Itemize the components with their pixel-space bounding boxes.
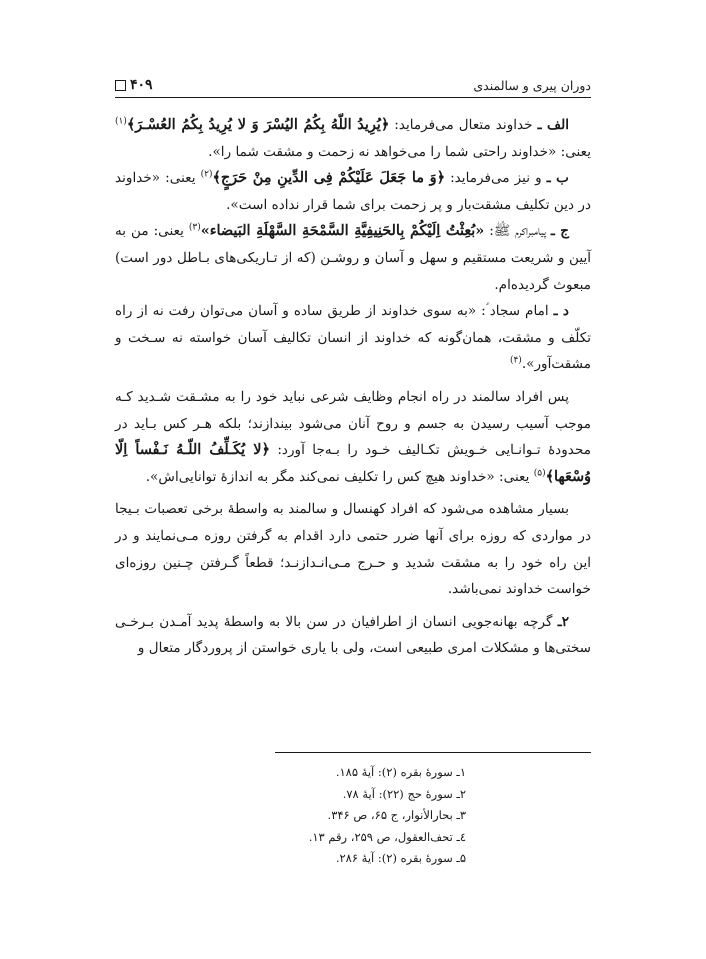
footnote: ۱ـ سورهٔ بقره (۲): آیهٔ ۱۸۵. [335,765,466,779]
page-number: ۴۰۹ [130,77,153,93]
paragraph-alef [115,112,591,165]
paragraph-fasting [115,496,591,602]
paragraph-jim [115,218,591,298]
footnote-rule [275,752,591,753]
paragraph-text: یعنی: «خداوند در دین تکلیف مشقت‌بار و پر زحمت برای شما قرار نداده است». [115,170,591,213]
quran-verse: ﴿لا یُکَـلِّفُ اللّـهُ نَـفْساً اِلّا وُسْعَها﴾ [115,441,591,485]
hadith-quote: «بُعِثْتُ اِلَیْکُمْ بِالحَنِیفِیَّةِ السَّمْحَةِ السَّهْلَةِ البَیضاء» [200,222,485,240]
footnote: ۳ـ بحارالأنوار، ج ۶۵، ص ۳۴۶. [327,808,466,823]
paragraph-text: گرچه بهانه‌جویی انسان از اطرافیان در سن بالا به واسطهٔ پدید آمـدن بـرخـی سختی‌ها و مشکلات امری طبیعی است، ولی با یاری خواستن از پروردگار متعال و [115,613,591,657]
paragraph-text: یعنی: «خداوند هیچ کس را تکلیف نمی‌کند مگر به اندازهٔ توانایی‌اش». [145,468,534,485]
running-title: دوران پیری و سالمندی [473,77,591,93]
header-rule [115,97,591,98]
paragraph-lead: د ـ [553,303,569,320]
paragraph-text: پس افراد سالمند در راه انجام وظایف شرعی نباید خود را به مشـقت شـدید کـه موجب آسیب رسیدن به جسم و روح آنان می‌شود بیندازند؛ بلکه هـر کس بـاید در محدودهٔ تـوانـایی خـویش تکـالیف خـود را بـه‌جا آورد: [115,388,591,459]
footnote-ref: (۱) [115,116,127,127]
paragraph-item-2 [115,609,591,662]
footnote: ٤ـ تحف‌العقول، ص ۲۵۹، رقم ۱۳. [308,829,466,844]
paragraph-text: یعنی: «خداوند راحتی شما را می‌خواهد نه زحمت و مشقت شما را». [208,143,591,160]
footnote-ref: (۴) [509,355,522,366]
paragraph-text: امام سجاد ؑ: «به سوی خداوند از طریق ساده و آسان می‌توان رفت نه از راه تکلّف و مشقت، همان‌گونه که خداوند از انسان تکالیف آسان خواسته نه سـخت و مشقت‌آور». [115,303,591,373]
paragraph-lead: الف ـ [537,117,569,133]
paragraph-dal [115,298,591,378]
footnote-ref: (۵) [533,468,546,479]
paragraph-elderly-duties [115,384,591,490]
footnote-ref: (۲) [200,169,213,180]
paragraph-be [115,165,591,218]
page-number-block [115,77,153,93]
paragraph-text: بسیار مشاهده می‌شود که افراد کهنسال و سالمند به واسطهٔ برخی تعصبات بـیجا در مواردی که روزه برای آنها ضرر حتمی دارد اقدام به گرفتن روزه مـی‌نمایند و در این راه خود را به مشقت شدید و حـرج مـی‌انـدازنـد؛ قطعاً گـرفتن چـنین روزه‌ای خواست خداوند نمی‌باشد. [115,501,591,598]
quran-verse: ﴿وَ ما جَعَلَ عَلَیْکُمْ فِی الدِّینِ مِنْ حَرَجٍ﴾ [212,169,446,187]
page-header [115,74,591,96]
paragraph-lead: ج ـ [550,223,569,240]
main-text [115,112,591,662]
quran-verse: ﴿یُرِیدُ اللّهُ بِکُمُ الیُسْرَ وَ لا یُرِیدُ بِکُمُ العُسْـرَ﴾ [126,116,390,133]
footnotes [275,762,591,870]
paragraph-text: خداوند متعال می‌فرماید: [389,117,538,133]
paragraph-text: پیامبراکرم ﷺ: [484,223,551,240]
paragraph-lead: ۲ـ [557,613,569,630]
square-icon [115,80,126,91]
footnote-ref: (۳) [188,222,201,233]
footnote: ۲ـ سورهٔ حج (۲۲): آیهٔ ۷۸. [342,786,466,801]
paragraph-text: و نیز می‌فرماید: [445,170,547,187]
footnote: ۵ـ سورهٔ بقره (۲): آیهٔ ۲۸۶. [335,851,466,866]
paragraph-text: یعنی: من به آیین و شریعت مستقیم و سهل و آسان و روشـن (که از تـاریکی‌های بـاطل دور است) مبعوث گردیده‌ام. [115,223,591,293]
paragraph-lead: ب ـ [546,170,569,187]
